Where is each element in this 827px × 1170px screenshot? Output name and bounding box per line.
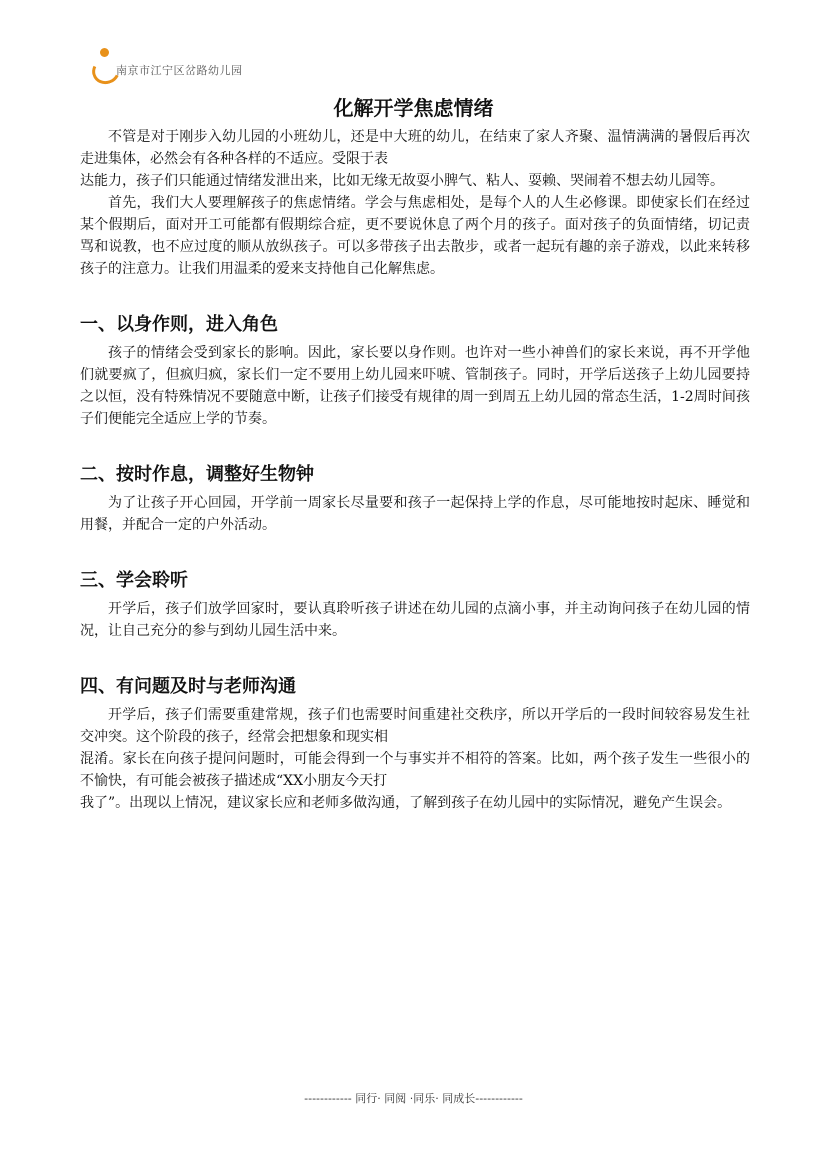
- section-heading-3: 三、学会聆听: [80, 570, 188, 591]
- paragraph-line: 不管是对于刚步入幼儿园的小班幼儿，还是中大班的幼儿，在结束了家人齐聚、温情满满的暑假后再次走进集体，必然会有各种各样的不适应。受限于表: [80, 129, 750, 167]
- paragraph-line: 首先，我们大人要理解孩子的焦虑情绪。学会与焦虑相处，是每个人的人生必修课。即使家长们在经过某个假期后，面对开工可能都有假期综合症，更不要说休息了两个月的孩子。面对孩子的负面情绪，切记责骂和说教，也不应过度的顺从放纵孩子。可以多带孩子出去散步，或者一起玩有趣的亲子游戏，以此来转移孩子的注意力。让我们用温柔的爱来支持他自己化解焦虑。: [80, 195, 750, 277]
- paragraph-line: 达能力，孩子们只能通过情绪发泄出来，比如无缘无故耍小脾气、粘人、耍赖、哭闹着不想去幼儿园等。: [80, 173, 724, 189]
- section-paragraph-1: [80, 342, 750, 430]
- paragraph-line: 混淆。家长在向孩子提问问题时，可能会得到一个与事实并不相符的答案。比如，两个孩子发生一些很小的不愉快，有可能会被孩子描述成“XX小朋友今天打: [80, 751, 750, 789]
- paragraph-line: 开学后，孩子们放学回家时，要认真聆听孩子讲述在幼儿园的点滴小事，并主动询问孩子在幼儿园的情况，让自己充分的参与到幼儿园生活中来。: [80, 601, 750, 639]
- paragraph-line: 孩子的情绪会受到家长的影响。因此，家长要以身作则。也许对一些小神兽们的家长来说，再不开学他们就要疯了，但疯归疯，家长们一定不要用上幼儿园来吓唬、管制孩子。同时，开学后送孩子上幼儿园要持之以恒，没有特殊情况不要随意中断，让孩子们接受有规律的周一到周五上幼儿园的常态生活，1-2周时间孩子们便能完全适应上学的节奏。: [80, 345, 750, 427]
- logo-dot: [100, 48, 109, 57]
- section-paragraph-3: [80, 598, 750, 642]
- intro-paragraph-1: [80, 126, 750, 192]
- intro-paragraph-2: [80, 192, 750, 280]
- paragraph-line: 为了让孩子开心回园，开学前一周家长尽量要和孩子一起保持上学的作息，尽可能地按时起床、睡觉和用餐，并配合一定的户外活动。: [80, 495, 750, 533]
- section-paragraph-4: [80, 704, 750, 814]
- section-heading-2: 二、按时作息，调整好生物钟: [80, 464, 314, 485]
- document-body: [80, 126, 750, 814]
- kindergarten-logo-icon: [92, 46, 122, 80]
- org-name: 南京市江宁区岔路幼儿园: [116, 64, 243, 77]
- page-footer: ------------ 同行· 同阅 ·同乐· 同成长------------: [304, 1092, 523, 1105]
- section-heading-1: 一、以身作则，进入角色: [80, 314, 278, 335]
- paragraph-line: 我了”。出现以上情况，建议家长应和老师多做沟通，了解到孩子在幼儿园中的实际情况，避免产生误会。: [80, 795, 732, 811]
- paragraph-line: 开学后，孩子们需要重建常规，孩子们也需要时间重建社交秩序，所以开学后的一段时间较容易发生社交冲突。这个阶段的孩子，经常会把想象和现实相: [80, 707, 750, 745]
- logo-swoosh: [88, 54, 123, 88]
- section-paragraph-2: [80, 492, 750, 536]
- section-heading-4: 四、有问题及时与老师沟通: [80, 676, 296, 697]
- page-header: [92, 44, 243, 80]
- page-title: 化解开学焦虑情绪: [333, 96, 494, 120]
